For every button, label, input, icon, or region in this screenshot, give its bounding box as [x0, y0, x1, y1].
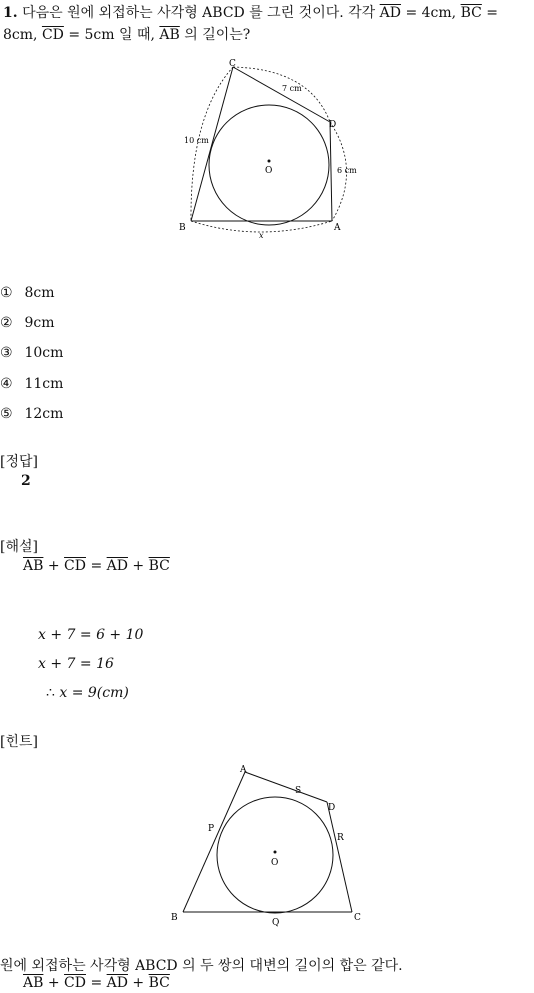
hint-label-d: D [328, 803, 336, 813]
hint-heading: [힌트] [0, 734, 38, 750]
segment-ad: $\overline{AD}$ [379, 5, 402, 21]
line2-start: 8cm, [3, 27, 38, 43]
choice-1-text: 8cm [24, 285, 55, 301]
hint-inscribed-circle [217, 797, 336, 913]
hint-label-q: Q [272, 918, 280, 928]
explanation-step-3 [46, 685, 129, 701]
line2-end: 의 길이는? [184, 27, 251, 43]
choice-1[interactable] [0, 285, 54, 301]
exp-equals: = [90, 558, 103, 574]
hint-label-a: A [240, 765, 247, 775]
segment-bc: $\overline{BC}$ [460, 5, 482, 21]
inscribed-circle [209, 105, 329, 225]
exp-plus-2: + [132, 558, 145, 574]
question-line-1 [3, 3, 498, 23]
exp-plus-1: + [47, 558, 60, 574]
explanation-equation [23, 558, 170, 574]
hint-segment-bc: $\overline{BC}$ [148, 975, 170, 991]
explanation-step-3-text: x = 9(cm) [59, 685, 129, 701]
hint-side-dc [327, 802, 352, 912]
exp-segment-cd: $\overline{CD}$ [64, 558, 86, 574]
hint-segment-ab: $\overline{AB}$ [23, 975, 44, 991]
hint-center-dot [274, 851, 277, 854]
exp-segment-bc: $\overline{BC}$ [148, 558, 170, 574]
choice-2-text: 9cm [24, 315, 55, 331]
hint-segment-cd: $\overline{CD}$ [64, 975, 86, 991]
hint-equals: = [90, 975, 103, 991]
explanation-heading: [해설] [0, 539, 38, 555]
choice-4-number: ④ [0, 376, 13, 392]
equation-ad: = 4cm, [405, 5, 457, 21]
label-6cm: 6 cm [337, 166, 357, 175]
hint-equation [23, 975, 170, 991]
label-b: B [179, 223, 186, 233]
choice-4[interactable] [0, 376, 63, 392]
hint-text: 원에 외접하는 사각형 ABCD 의 두 쌍의 대변의 길이의 합은 같다. [0, 958, 403, 974]
hint-side-ad [245, 772, 327, 802]
label-10cm: 10 cm [184, 136, 209, 145]
choice-3-text: 10cm [24, 345, 64, 361]
exp-segment-ab: $\overline{AB}$ [23, 558, 44, 574]
explanation-step-2: x + 7 = 16 [38, 656, 114, 672]
hint-label-s: S [295, 786, 302, 796]
center-dot [268, 160, 271, 163]
hint-label-o: O [271, 858, 279, 868]
exp-segment-ad: $\overline{AD}$ [106, 558, 128, 574]
therefore-symbol: ∴ [46, 685, 55, 701]
label-d: D [329, 120, 337, 130]
choice-2[interactable] [0, 315, 54, 331]
hint-side-ab [183, 772, 245, 912]
hint-label-b: B [171, 913, 178, 923]
label-a: A [334, 223, 341, 233]
equation-bc: = [486, 5, 499, 21]
label-c: C [229, 59, 236, 69]
hint-plus-2: + [132, 975, 145, 991]
choice-1-number: ① [0, 285, 13, 301]
label-7cm: 7 cm [282, 84, 302, 93]
choice-3[interactable] [0, 345, 63, 361]
answer-heading: [정답] [0, 454, 38, 470]
hint-label-c: C [354, 913, 361, 923]
question-text: 다음은 원에 외접하는 사각형 ABCD 를 그린 것이다. 각각 [22, 5, 376, 21]
segment-cd: $\overline{CD}$ [41, 27, 64, 43]
choice-5-number: ⑤ [0, 406, 13, 422]
answer-value: 2 [21, 473, 31, 489]
choice-4-text: 11cm [24, 376, 64, 392]
choice-2-number: ② [0, 315, 13, 331]
label-o: O [265, 166, 273, 176]
hint-plus-1: + [47, 975, 60, 991]
figure-circumscribed-quadrilateral [170, 55, 370, 240]
figure-hint-quadrilateral [165, 760, 370, 930]
choice-3-number: ③ [0, 345, 13, 361]
choice-5[interactable] [0, 406, 63, 422]
choice-5-text: 12cm [24, 406, 64, 422]
hint-segment-ad: $\overline{AD}$ [106, 975, 128, 991]
question-line-2 [3, 25, 250, 45]
label-x: x [259, 231, 264, 240]
hint-label-p: P [208, 824, 215, 834]
explanation-step-1: x + 7 = 6 + 10 [38, 627, 144, 643]
question-number: 1. [3, 5, 18, 21]
hint-label-r: R [337, 833, 344, 843]
equation-cd: = 5cm 일 때, [68, 27, 155, 43]
side-da [330, 122, 332, 221]
segment-ab: $\overline{AB}$ [159, 27, 180, 43]
